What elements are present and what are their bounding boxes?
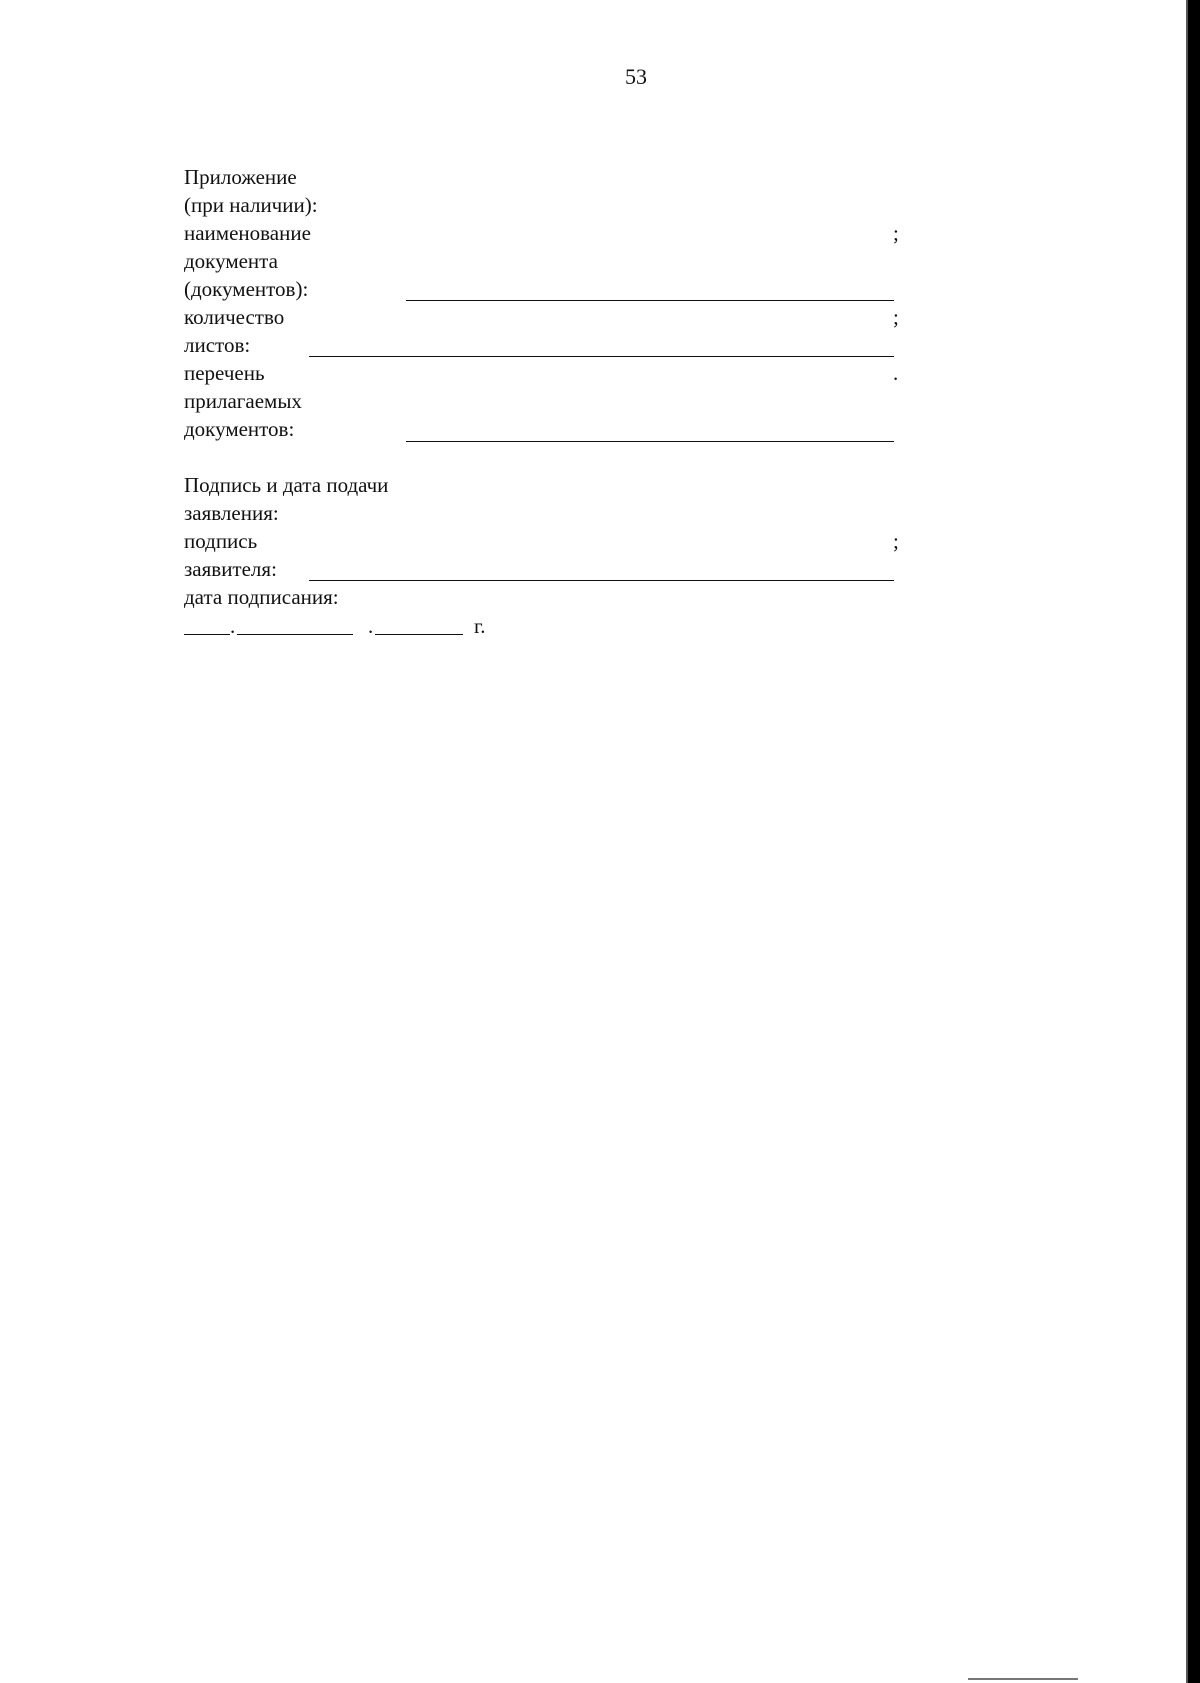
list-end: . [893, 361, 899, 385]
date-day-field[interactable] [184, 634, 230, 635]
doc-name-label-line2: документа [184, 249, 278, 273]
sheets-field[interactable] [309, 356, 894, 357]
page-number: 53 [625, 64, 647, 89]
applicant-end: ; [893, 529, 899, 553]
attachment-heading: Приложение [184, 165, 297, 189]
list-field[interactable] [406, 441, 894, 442]
doc-name-label-line1: наименование [184, 221, 311, 245]
date-separator-1: . [230, 614, 236, 638]
doc-name-end: ; [893, 221, 899, 245]
date-label: дата подписания: [184, 585, 339, 609]
date-row [184, 612, 524, 640]
list-label-line1: перечень [184, 361, 265, 385]
signature-heading-line2: заявления: [184, 501, 279, 525]
sheets-end: ; [893, 305, 899, 329]
applicant-label-line2: заявителя: [184, 557, 277, 581]
list-label-line2: прилагаемых [184, 389, 302, 413]
signature-heading-line1: Подпись и дата подачи [184, 473, 389, 497]
date-year-field[interactable] [375, 634, 463, 635]
sheets-label-line2: листов: [184, 333, 251, 357]
date-month-field[interactable] [237, 634, 353, 635]
applicant-label-line1: подпись [184, 529, 258, 553]
sheets-label-line1: количество [184, 305, 285, 329]
doc-name-field[interactable] [406, 300, 894, 301]
doc-name-label-line3: (документов): [184, 277, 309, 301]
scan-edge [1188, 0, 1200, 1683]
date-year-suffix: г. [474, 614, 486, 638]
applicant-signature-field[interactable] [309, 580, 894, 581]
attachment-heading-note: (при наличии): [184, 193, 318, 217]
list-label-line3: документов: [184, 417, 295, 441]
scan-bottom-mark [968, 1678, 1078, 1680]
date-separator-2: . [368, 614, 374, 638]
